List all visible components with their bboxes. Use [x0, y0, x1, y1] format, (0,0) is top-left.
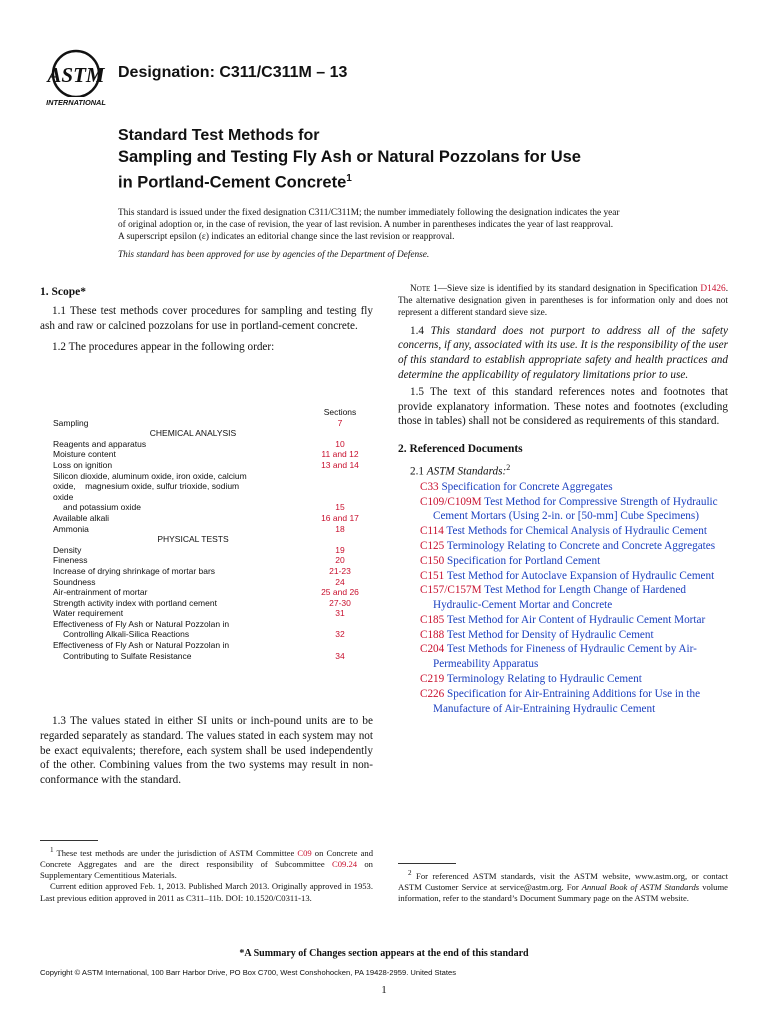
reference-item: [410, 687, 728, 717]
reference-title-link[interactable]: Test Methods for Fineness of Hydraulic Cement by Air-Permeability Apparatus: [433, 643, 697, 671]
designation: Designation: C311/C311M – 13: [118, 64, 348, 81]
reference-code-link[interactable]: C157/C157M: [420, 584, 482, 597]
reference-code-link[interactable]: C226: [420, 687, 445, 700]
issue-note-line-3: A superscript epsilon (ε) indicates an editorial change since the last revision or reapproval.: [118, 232, 455, 243]
footnote-2-a: For referenced ASTM standards, visit the ASTM website, www.astm.org, or contact ASTM Customer Service at service@astm.org. For: [398, 870, 728, 893]
left-column: [40, 286, 373, 354]
table-row: [53, 619, 373, 630]
row-label: and potassium oxide: [63, 502, 141, 513]
reference-title-link[interactable]: Specification for Portland Cement: [444, 554, 601, 567]
referenced-docs-heading: 2. Referenced Documents: [398, 443, 523, 456]
scope-heading: 1. Scope*: [40, 286, 86, 298]
note-1-label: Note 1: [410, 284, 438, 294]
reference-title-link[interactable]: Specification for Concrete Aggregates: [438, 480, 613, 493]
title-line-2: Sampling and Testing Fly Ash or Natural Pozzolans for Use: [118, 148, 581, 166]
table-row: [53, 492, 373, 503]
reference-title-link[interactable]: Test Method for Density of Hydraulic Cement: [444, 628, 654, 641]
title-line-3-text: in Portland-Cement Concrete: [118, 173, 347, 192]
row-label: Strength activity index with portland cement: [53, 597, 217, 608]
subcommittee-link[interactable]: C09.24: [332, 859, 358, 870]
reference-code-link[interactable]: C33: [420, 480, 439, 493]
para-1-3: 1.3 The values stated in either SI units or inch-pound units are to be regarded separately as standard. The values stated in each system may not be exact equivalents; therefore, each system shall be used independently of the other. Combining values from the two systems may result in non-conformance with the standard.: [40, 715, 373, 787]
section-link[interactable]: 19: [335, 544, 345, 555]
reference-code-link[interactable]: C188: [420, 628, 445, 641]
row-label: Silicon dioxide, aluminum oxide, iron oxide, calcium: [53, 470, 247, 481]
footnote-1-a2: on Concrete and Concrete Aggregates and are the direct responsibility of Subcommittee: [40, 847, 373, 870]
row-label: Effectiveness of Fly Ash or Natural Pozzolan in: [53, 640, 230, 651]
reference-list: [398, 480, 728, 717]
title-block: [118, 127, 738, 194]
title-footnote-mark: 1: [346, 173, 352, 184]
row-label: Contributing to Sulfate Resistance: [63, 650, 192, 661]
chem-analysis-header: CHEMICAL ANALYSIS: [149, 428, 237, 439]
dod-note: This standard has been approved for use by agencies of the Department of Defense.: [118, 250, 430, 260]
table-row: [53, 566, 373, 577]
section-link[interactable]: 15: [335, 502, 345, 513]
para-1-4-num: 1.4: [410, 324, 431, 337]
table-row: [53, 407, 373, 418]
chem-rows: [53, 439, 373, 471]
footnote-1-b2: on Supplementary Cementitious Materials.: [40, 859, 373, 881]
note-1-a: —Sieve size is identified by its standard designation in Specification: [437, 284, 701, 294]
reference-code-link[interactable]: C185: [420, 613, 445, 626]
astm-logo-icon: [40, 48, 112, 110]
table-row: [53, 555, 373, 566]
para-1-1: 1.1 These test methods cover procedures for sampling and testing fly ash and raw or calcined pozzolans for use in portland-cement concrete.: [40, 305, 373, 332]
footnote-1-edition: Current edition approved Feb. 1, 2013. Published March 2013. Originally approved in 1953. Last previous edition approved in 2011 as C311–11b. DOI: 10.1520/C0311-13.: [40, 881, 373, 903]
reference-item: [410, 613, 728, 628]
row-label: oxide: [53, 491, 74, 502]
right-column: [398, 283, 728, 716]
page-number: 1: [381, 984, 387, 996]
reference-item: [410, 524, 728, 539]
footnote-1-a: These test methods are under the jurisdiction of ASTM Committee: [56, 847, 298, 858]
reference-title-link[interactable]: Specification for Air-Entraining Additions for Use in the Manufacture of Air-Entraining Hydraulic Cement: [433, 687, 701, 715]
para-1-3-block: [40, 714, 373, 788]
astm-num: 2.1: [410, 465, 427, 478]
section-link[interactable]: 34: [335, 650, 345, 661]
table-row: [53, 439, 373, 450]
issue-note: [118, 207, 738, 244]
note-1-b: . The alternative designation given in parentheses is for information only and does not represent a different standard sieve size.: [398, 284, 729, 319]
table-row: [53, 651, 373, 662]
row-label: Controlling Alkali-Silica Reactions: [63, 629, 190, 640]
reference-code-link[interactable]: C150: [420, 554, 445, 567]
para-1-5: 1.5 The text of this standard references notes and footnotes that provide explanatory information. These notes and footnotes (excluding those in tables) shall not be considered as requirements of this standard.: [398, 385, 728, 428]
reference-item: [410, 554, 728, 569]
reference-code-link[interactable]: C114: [420, 525, 444, 538]
reference-item: [410, 480, 728, 495]
svg-text:ASTM: ASTM: [47, 63, 105, 87]
section-link[interactable]: 7: [337, 417, 343, 428]
row-label: Ammonia: [53, 523, 89, 534]
astm-standards-label: [398, 461, 728, 480]
committee-link[interactable]: C09: [297, 847, 312, 858]
reference-item: [410, 642, 728, 672]
para-1-4: [398, 324, 728, 383]
reference-title-link[interactable]: Test Method for Air Content of Hydraulic Cement Mortar: [444, 613, 706, 626]
table-row: [53, 502, 373, 513]
phys-rows: [53, 545, 373, 619]
footnote-2-b: volume information, refer to the standard’s Document Summary page on the ASTM website.: [398, 882, 728, 904]
table-row: [53, 449, 373, 460]
reference-title-link[interactable]: Test Methods for Chemical Analysis of Hydraulic Cement: [443, 525, 707, 538]
title-line-3: [118, 168, 738, 194]
table-row: [53, 608, 373, 619]
table-row: [53, 587, 373, 598]
issue-note-line-2: of original adoption or, in the case of revision, the year of last revision. A number in parentheses indicates the year of last reapproval.: [118, 220, 614, 231]
reference-code-link[interactable]: C219: [420, 673, 445, 686]
table-row: [53, 598, 373, 609]
footnote-2-italic: Annual Book of ASTM Standards: [581, 882, 700, 893]
section-link[interactable]: 31: [335, 608, 345, 619]
table-row: [53, 460, 373, 471]
astm-sup: 2: [506, 463, 511, 473]
footnote-rule: [40, 840, 98, 841]
table-row: [53, 545, 373, 556]
row-label: Sampling: [53, 417, 89, 428]
copyright: Copyright © ASTM International, 100 Barr Harbor Drive, PO Box C700, West Conshohocken, PA 19428-2959. United States: [40, 968, 457, 977]
astm-label: ASTM Standards:: [426, 465, 507, 478]
reference-title-link[interactable]: Terminology Relating to Hydraulic Cement: [444, 673, 642, 686]
table-row: [53, 471, 373, 482]
section-link[interactable]: 13 and 14: [321, 459, 359, 470]
section-link[interactable]: 18: [335, 523, 345, 534]
row-label: Density: [53, 544, 82, 555]
physical-tests-header: PHYSICAL TESTS: [157, 534, 229, 545]
row-label: Water requirement: [53, 608, 124, 619]
summary-note: *A Summary of Changes section appears at the end of this standard: [239, 948, 529, 959]
reference-title-link[interactable]: Terminology Relating to Concrete and Concrete Aggregates: [444, 539, 716, 552]
row-label: Increase of drying shrinkage of mortar bars: [53, 565, 216, 576]
reference-title-link[interactable]: Test Method for Compressive Strength of Hydraulic Cement Mortars (Using 2-in. or [50-mm] Cube Specimens): [433, 495, 718, 523]
reference-item: [410, 569, 728, 584]
footnote-2-text: $^2$ For referenced ASTM standards, visit the ASTM website, www.astm.org, or contact ASTM Customer Service at service@astm.org. For Annual Book of ASTM Standards volume information, refer to the standard’s Document Summary page on the ASTM website.: [398, 869, 728, 904]
table-row: [53, 629, 373, 640]
section-link[interactable]: 21-23: [329, 565, 351, 576]
footnote-1-text: $^1$ These test methods are under the jurisdiction of ASTM Committee C09 on Concrete and Concrete Aggregates and are the direct responsibility of Subcommittee C09.24 on Supplementary Cementitious Materials.: [40, 846, 373, 881]
chem-rows-2: [53, 513, 373, 534]
table-row: [53, 640, 373, 651]
procedures-table: [53, 407, 373, 661]
row-label: oxide, magnesium oxide, sulfur trioxide, sodium: [53, 481, 240, 492]
table-row: [53, 513, 373, 524]
note-1: [398, 283, 728, 320]
astm-logo: [40, 48, 112, 110]
sections-header: Sections: [323, 407, 357, 417]
footnote-1: [40, 840, 373, 904]
para-1-2: 1.2 The procedures appear in the following order:: [52, 340, 275, 353]
section-link[interactable]: 27-30: [329, 597, 351, 608]
row-label: Air-entrainment of mortar: [53, 587, 148, 598]
row-label: Loss on ignition: [53, 459, 113, 470]
reference-title-link[interactable]: Test Method for Autoclave Expansion of Hydraulic Cement: [444, 569, 715, 582]
reference-code-link[interactable]: C109/C109M: [420, 495, 482, 508]
issue-note-line-1: This standard is issued under the fixed designation C311/C311M; the number immediately following the designation indicates the year: [118, 208, 620, 218]
row-label: Moisture content: [53, 449, 116, 460]
reference-code-link[interactable]: C151: [420, 569, 445, 582]
table-row: [53, 481, 373, 492]
section-link[interactable]: 11 and 12: [321, 449, 359, 460]
row-label: Soundness: [53, 576, 96, 587]
row-label: Effectiveness of Fly Ash or Natural Pozzolan in: [53, 618, 230, 629]
table-row: [53, 418, 373, 429]
section-link[interactable]: 24: [335, 576, 345, 587]
reference-item: [410, 495, 728, 525]
reference-item: [410, 539, 728, 554]
footnote-rule: [398, 863, 456, 864]
para-1-4-text: This standard does not purport to address all of the safety concerns, if any, associated with its use. It is the responsibility of the user of this standard to establish appropriate safety and health practices and determine the applicability of regulatory limitations prior to use.: [398, 324, 728, 381]
svg-text:INTERNATIONAL: INTERNATIONAL: [46, 98, 106, 107]
row-label: Reagents and apparatus: [53, 438, 147, 449]
title-line-1: Standard Test Methods for: [118, 127, 320, 144]
reference-item: [410, 583, 728, 613]
d1426-link[interactable]: D1426: [700, 284, 726, 294]
reference-code-link[interactable]: C204: [420, 643, 445, 656]
reference-item: [410, 672, 728, 687]
reference-code-link[interactable]: C125: [420, 539, 445, 552]
table-row: [53, 577, 373, 588]
section-link[interactable]: 16 and 17: [321, 512, 359, 523]
section-link[interactable]: 32: [335, 629, 345, 640]
reference-item: [410, 628, 728, 643]
reference-title-link[interactable]: Test Method for Length Change of Hardened Hydraulic-Cement Mortar and Concrete: [433, 584, 686, 612]
row-label: Fineness: [53, 555, 88, 566]
section-link[interactable]: 25 and 26: [321, 587, 359, 598]
row-label: Available alkali: [53, 512, 110, 523]
section-link[interactable]: 20: [335, 555, 345, 566]
footnote-2: [398, 863, 728, 904]
table-row: [53, 524, 373, 535]
section-link[interactable]: 10: [335, 438, 345, 449]
